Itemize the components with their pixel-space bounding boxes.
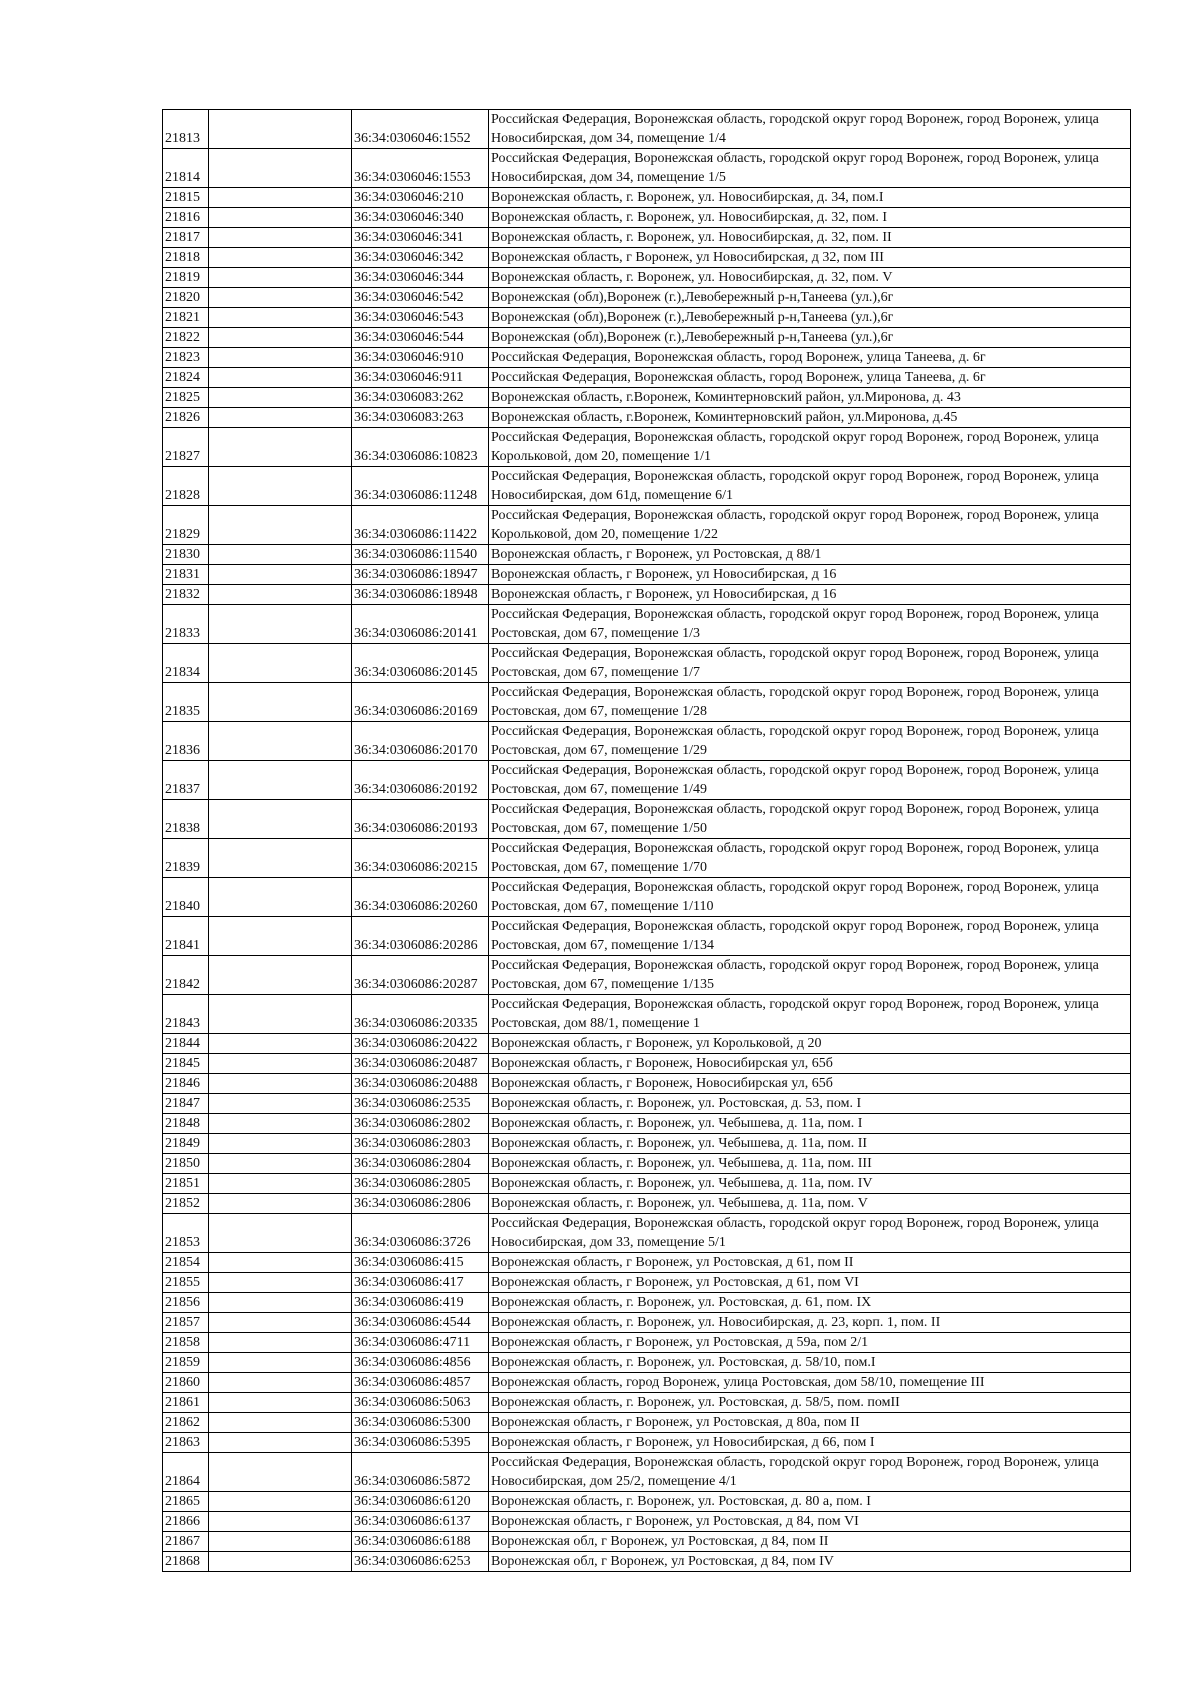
cadastral-number: 36:34:0306086:20193 — [352, 800, 489, 839]
empty-cell — [209, 208, 352, 228]
table-row — [163, 1114, 1131, 1134]
empty-cell — [209, 328, 352, 348]
address: Воронежская область, г. Воронеж, ул. Новосибирская, д. 34, пом.I — [489, 188, 1131, 208]
cadastral-number: 36:34:0306046:911 — [352, 368, 489, 388]
cadastral-number: 36:34:0306086:6137 — [352, 1512, 489, 1532]
empty-cell — [209, 308, 352, 328]
table-row — [163, 248, 1131, 268]
row-number: 21864 — [163, 1453, 209, 1492]
table-row — [163, 308, 1131, 328]
empty-cell — [209, 585, 352, 605]
empty-cell — [209, 1413, 352, 1433]
row-number: 21820 — [163, 288, 209, 308]
table-row — [163, 1253, 1131, 1273]
cadastral-number: 36:34:0306086:4711 — [352, 1333, 489, 1353]
cadastral-number: 36:34:0306086:2806 — [352, 1194, 489, 1214]
row-number: 21863 — [163, 1433, 209, 1453]
address: Российская Федерация, Воронежская область, городской округ город Воронеж, город Воронеж, улица Ростовская, дом 67, помещение 1/70 — [489, 839, 1131, 878]
cadastral-number: 36:34:0306086:6120 — [352, 1492, 489, 1512]
empty-cell — [209, 839, 352, 878]
address: Российская Федерация, Воронежская область, городской округ город Воронеж, город Воронеж, улица Новосибирская, дом 33, помещение 5/1 — [489, 1214, 1131, 1253]
empty-cell — [209, 565, 352, 585]
empty-cell — [209, 228, 352, 248]
row-number: 21839 — [163, 839, 209, 878]
empty-cell — [209, 917, 352, 956]
table-row — [163, 1492, 1131, 1512]
row-number: 21852 — [163, 1194, 209, 1214]
address: Воронежская (обл),Воронеж (г.),Левобережный р-н,Танеева (ул.),6г — [489, 308, 1131, 328]
address: Воронежская область, г Воронеж, ул Ростовская, д 61, пом VI — [489, 1273, 1131, 1293]
table-row — [163, 585, 1131, 605]
address: Российская Федерация, Воронежская область, городской округ город Воронеж, город Воронеж, улица Ростовская, дом 67, помещение 1/29 — [489, 722, 1131, 761]
address: Воронежская область, г. Воронеж, ул. Новосибирская, д. 32, пом. V — [489, 268, 1131, 288]
cadastral-number: 36:34:0306086:20335 — [352, 995, 489, 1034]
row-number: 21842 — [163, 956, 209, 995]
row-number: 21840 — [163, 878, 209, 917]
table-row — [163, 1134, 1131, 1154]
row-number: 21816 — [163, 208, 209, 228]
empty-cell — [209, 110, 352, 149]
address: Российская Федерация, Воронежская область, городской округ город Воронеж, город Воронеж, улица Ростовская, дом 67, помещение 1/110 — [489, 878, 1131, 917]
row-number: 21866 — [163, 1512, 209, 1532]
address: Российская Федерация, Воронежская область, городской округ город Воронеж, город Воронеж, улица Ростовская, дом 67, помещение 1/7 — [489, 644, 1131, 683]
row-number: 21814 — [163, 149, 209, 188]
cadastral-number: 36:34:0306086:20145 — [352, 644, 489, 683]
empty-cell — [209, 1333, 352, 1353]
empty-cell — [209, 1094, 352, 1114]
empty-cell — [209, 188, 352, 208]
table-row — [163, 428, 1131, 467]
address: Воронежская область, г. Воронеж, ул. Новосибирская, д. 32, пом. I — [489, 208, 1131, 228]
empty-cell — [209, 605, 352, 644]
table-row — [163, 467, 1131, 506]
address: Российская Федерация, Воронежская область, городской округ город Воронеж, город Воронеж, улица Ростовская, дом 67, помещение 1/50 — [489, 800, 1131, 839]
empty-cell — [209, 1214, 352, 1253]
table-row — [163, 328, 1131, 348]
empty-cell — [209, 248, 352, 268]
row-number: 21855 — [163, 1273, 209, 1293]
cadastral-number: 36:34:0306086:20488 — [352, 1074, 489, 1094]
cadastral-number: 36:34:0306086:18948 — [352, 585, 489, 605]
address: Российская Федерация, Воронежская область, городской округ город Воронеж, город Воронеж, улица Новосибирская, дом 25/2, помещение 4/1 — [489, 1453, 1131, 1492]
address: Российская Федерация, Воронежская область, городской округ город Воронеж, город Воронеж, улица Ростовская, дом 67, помещение 1/3 — [489, 605, 1131, 644]
cadastral-number: 36:34:0306046:544 — [352, 328, 489, 348]
cadastral-number: 36:34:0306086:417 — [352, 1273, 489, 1293]
address: Воронежская область, город Воронеж, улица Ростовская, дом 58/10, помещение III — [489, 1373, 1131, 1393]
row-number: 21859 — [163, 1353, 209, 1373]
address: Воронежская область, г. Воронеж, ул. Чебышева, д. 11а, пом. II — [489, 1134, 1131, 1154]
row-number: 21868 — [163, 1552, 209, 1572]
address: Воронежская обл, г Воронеж, ул Ростовская, д 84, пом IV — [489, 1552, 1131, 1572]
address: Воронежская область, г. Воронеж, ул. Ростовская, д. 80 а, пом. I — [489, 1492, 1131, 1512]
empty-cell — [209, 1552, 352, 1572]
table-row — [163, 1453, 1131, 1492]
cadastral-number: 36:34:0306086:11540 — [352, 545, 489, 565]
row-number: 21845 — [163, 1054, 209, 1074]
table-row — [163, 722, 1131, 761]
cadastral-number: 36:34:0306086:2535 — [352, 1094, 489, 1114]
cadastral-number: 36:34:0306086:5872 — [352, 1453, 489, 1492]
table-row — [163, 188, 1131, 208]
address: Российская Федерация, Воронежская область, городской округ город Воронеж, город Воронеж, улица Ростовская, дом 67, помещение 1/28 — [489, 683, 1131, 722]
row-number: 21829 — [163, 506, 209, 545]
cadastral-number: 36:34:0306086:2802 — [352, 1114, 489, 1134]
row-number: 21849 — [163, 1134, 209, 1154]
empty-cell — [209, 956, 352, 995]
cadastral-number: 36:34:0306086:2804 — [352, 1154, 489, 1174]
table-row — [163, 605, 1131, 644]
cadastral-number: 36:34:0306086:20215 — [352, 839, 489, 878]
cadastral-number: 36:34:0306086:4856 — [352, 1353, 489, 1373]
empty-cell — [209, 467, 352, 506]
empty-cell — [209, 1074, 352, 1094]
row-number: 21834 — [163, 644, 209, 683]
address: Воронежская область, г. Воронеж, ул. Ростовская, д. 61, пом. IX — [489, 1293, 1131, 1313]
empty-cell — [209, 408, 352, 428]
empty-cell — [209, 1154, 352, 1174]
cadastral-number: 36:34:0306046:910 — [352, 348, 489, 368]
table-row — [163, 1054, 1131, 1074]
empty-cell — [209, 268, 352, 288]
row-number: 21831 — [163, 565, 209, 585]
table-row — [163, 839, 1131, 878]
row-number: 21826 — [163, 408, 209, 428]
empty-cell — [209, 1313, 352, 1333]
table-row — [163, 644, 1131, 683]
address: Российская Федерация, Воронежская область, городской округ город Воронеж, город Воронеж, улица Ростовская, дом 67, помещение 1/134 — [489, 917, 1131, 956]
cadastral-number: 36:34:0306086:6188 — [352, 1532, 489, 1552]
address: Российская Федерация, Воронежская область, городской округ город Воронеж, город Воронеж, улица Новосибирская, дом 34, помещение 1/5 — [489, 149, 1131, 188]
table-row — [163, 1373, 1131, 1393]
address: Воронежская область, г Воронеж, Новосибирская ул, 65б — [489, 1074, 1131, 1094]
row-number: 21828 — [163, 467, 209, 506]
row-number: 21853 — [163, 1214, 209, 1253]
table-row — [163, 1552, 1131, 1572]
address: Воронежская область, г. Воронеж, ул. Ростовская, д. 58/5, пом. помII — [489, 1393, 1131, 1413]
row-number: 21851 — [163, 1174, 209, 1194]
empty-cell — [209, 545, 352, 565]
address: Воронежская область, г. Воронеж, ул. Новосибирская, д. 32, пом. II — [489, 228, 1131, 248]
table-row — [163, 149, 1131, 188]
cadastral-number: 36:34:0306046:210 — [352, 188, 489, 208]
cadastral-number: 36:34:0306046:340 — [352, 208, 489, 228]
row-number: 21862 — [163, 1413, 209, 1433]
cadastral-number: 36:34:0306086:419 — [352, 1293, 489, 1313]
empty-cell — [209, 1453, 352, 1492]
row-number: 21854 — [163, 1253, 209, 1273]
cadastral-number: 36:34:0306086:11422 — [352, 506, 489, 545]
cadastral-number: 36:34:0306086:5063 — [352, 1393, 489, 1413]
empty-cell — [209, 1034, 352, 1054]
address: Российская Федерация, Воронежская область, городской округ город Воронеж, город Воронеж, улица Ростовская, дом 88/1, помещение 1 — [489, 995, 1131, 1034]
table-row — [163, 1333, 1131, 1353]
empty-cell — [209, 878, 352, 917]
cadastral-number: 36:34:0306086:11248 — [352, 467, 489, 506]
cadastral-number: 36:34:0306086:20287 — [352, 956, 489, 995]
cadastral-number: 36:34:0306046:543 — [352, 308, 489, 328]
row-number: 21867 — [163, 1532, 209, 1552]
row-number: 21836 — [163, 722, 209, 761]
row-number: 21860 — [163, 1373, 209, 1393]
table-row — [163, 110, 1131, 149]
row-number: 21833 — [163, 605, 209, 644]
address: Российская Федерация, Воронежская область, город Воронеж, улица Танеева, д. 6г — [489, 348, 1131, 368]
cadastral-number: 36:34:0306086:20422 — [352, 1034, 489, 1054]
cadastral-number: 36:34:0306086:10823 — [352, 428, 489, 467]
table-row — [163, 1532, 1131, 1552]
address: Воронежская область, г.Воронеж, Коминтерновский район, ул.Миронова, д.45 — [489, 408, 1131, 428]
row-number: 21830 — [163, 545, 209, 565]
row-number: 21858 — [163, 1333, 209, 1353]
address: Российская Федерация, Воронежская область, городской округ город Воронеж, город Воронеж, улица Новосибирская, дом 34, помещение 1/4 — [489, 110, 1131, 149]
empty-cell — [209, 1253, 352, 1273]
table-row — [163, 683, 1131, 722]
cadastral-number: 36:34:0306086:4544 — [352, 1313, 489, 1333]
row-number: 21846 — [163, 1074, 209, 1094]
address: Воронежская область, г. Воронеж, ул. Чебышева, д. 11а, пом. III — [489, 1154, 1131, 1174]
empty-cell — [209, 1114, 352, 1134]
row-number: 21838 — [163, 800, 209, 839]
table-row — [163, 1353, 1131, 1373]
empty-cell — [209, 506, 352, 545]
table-row — [163, 1094, 1131, 1114]
table-row — [163, 228, 1131, 248]
address: Воронежская область, г Воронеж, ул Новосибирская, д 32, пом III — [489, 248, 1131, 268]
cadastral-number: 36:34:0306046:342 — [352, 248, 489, 268]
row-number: 21827 — [163, 428, 209, 467]
address: Воронежская (обл),Воронеж (г.),Левобережный р-н,Танеева (ул.),6г — [489, 288, 1131, 308]
address: Воронежская область, г Воронеж, ул Ростовская, д 84, пом VI — [489, 1512, 1131, 1532]
row-number: 21824 — [163, 368, 209, 388]
cadastral-number: 36:34:0306086:3726 — [352, 1214, 489, 1253]
row-number: 21841 — [163, 917, 209, 956]
empty-cell — [209, 149, 352, 188]
cadastral-number: 36:34:0306086:4857 — [352, 1373, 489, 1393]
row-number: 21822 — [163, 328, 209, 348]
cadastral-number: 36:34:0306086:2805 — [352, 1174, 489, 1194]
cadastral-number: 36:34:0306086:20141 — [352, 605, 489, 644]
address: Российская Федерация, Воронежская область, городской округ город Воронеж, город Воронеж, улица Ростовская, дом 67, помещение 1/49 — [489, 761, 1131, 800]
row-number: 21818 — [163, 248, 209, 268]
table-row — [163, 388, 1131, 408]
table-row — [163, 1214, 1131, 1253]
empty-cell — [209, 1532, 352, 1552]
table-row — [163, 956, 1131, 995]
address: Воронежская область, г. Воронеж, ул. Чебышева, д. 11а, пом. IV — [489, 1174, 1131, 1194]
row-number: 21835 — [163, 683, 209, 722]
empty-cell — [209, 1512, 352, 1532]
address: Воронежская область, г. Воронеж, ул. Ростовская, д. 58/10, пом.I — [489, 1353, 1131, 1373]
table-row — [163, 1194, 1131, 1214]
row-number: 21813 — [163, 110, 209, 149]
table-row — [163, 1074, 1131, 1094]
cadastral-number: 36:34:0306086:18947 — [352, 565, 489, 585]
cadastral-number: 36:34:0306046:542 — [352, 288, 489, 308]
empty-cell — [209, 388, 352, 408]
register-table-body — [163, 110, 1131, 1572]
table-row — [163, 800, 1131, 839]
empty-cell — [209, 683, 352, 722]
address: Воронежская область, г Воронеж, ул Новосибирская, д 66, пом I — [489, 1433, 1131, 1453]
table-row — [163, 268, 1131, 288]
cadastral-number: 36:34:0306086:20487 — [352, 1054, 489, 1074]
address: Воронежская область, г. Воронеж, ул. Ростовская, д. 53, пом. I — [489, 1094, 1131, 1114]
cadastral-number: 36:34:0306083:262 — [352, 388, 489, 408]
empty-cell — [209, 1373, 352, 1393]
table-row — [163, 1273, 1131, 1293]
empty-cell — [209, 1393, 352, 1413]
cadastral-number: 36:34:0306086:6253 — [352, 1552, 489, 1572]
row-number: 21825 — [163, 388, 209, 408]
address: Воронежская область, г Воронеж, ул Корольковой, д 20 — [489, 1034, 1131, 1054]
row-number: 21865 — [163, 1492, 209, 1512]
table-row — [163, 1413, 1131, 1433]
table-row — [163, 1154, 1131, 1174]
address: Воронежская область, г Воронеж, ул Ростовская, д 61, пом II — [489, 1253, 1131, 1273]
cadastral-number: 36:34:0306086:20192 — [352, 761, 489, 800]
address: Воронежская область, г Воронеж, Новосибирская ул, 65б — [489, 1054, 1131, 1074]
cadastral-number: 36:34:0306086:5395 — [352, 1433, 489, 1453]
address: Воронежская область, г. Воронеж, ул. Чебышева, д. 11а, пом. I — [489, 1114, 1131, 1134]
address: Воронежская область, г Воронеж, ул Ростовская, д 80а, пом II — [489, 1413, 1131, 1433]
table-row — [163, 1512, 1131, 1532]
empty-cell — [209, 428, 352, 467]
cadastral-number: 36:34:0306086:20286 — [352, 917, 489, 956]
address: Воронежская область, г Воронеж, ул Ростовская, д 59а, пом 2/1 — [489, 1333, 1131, 1353]
address: Российская Федерация, Воронежская область, городской округ город Воронеж, город Воронеж, улица Ростовская, дом 67, помещение 1/135 — [489, 956, 1131, 995]
empty-cell — [209, 761, 352, 800]
cadastral-number: 36:34:0306086:415 — [352, 1253, 489, 1273]
table-row — [163, 348, 1131, 368]
empty-cell — [209, 722, 352, 761]
address: Российская Федерация, Воронежская область, городской округ город Воронеж, город Воронеж, улица Корольковой, дом 20, помещение 1/22 — [489, 506, 1131, 545]
empty-cell — [209, 1054, 352, 1074]
table-row — [163, 506, 1131, 545]
address: Воронежская (обл),Воронеж (г.),Левобережный р-н,Танеева (ул.),6г — [489, 328, 1131, 348]
empty-cell — [209, 800, 352, 839]
row-number: 21850 — [163, 1154, 209, 1174]
row-number: 21844 — [163, 1034, 209, 1054]
cadastral-number: 36:34:0306046:341 — [352, 228, 489, 248]
empty-cell — [209, 1293, 352, 1313]
row-number: 21847 — [163, 1094, 209, 1114]
table-row — [163, 288, 1131, 308]
table-row — [163, 545, 1131, 565]
empty-cell — [209, 995, 352, 1034]
empty-cell — [209, 1174, 352, 1194]
table-row — [163, 917, 1131, 956]
empty-cell — [209, 288, 352, 308]
cadastral-number: 36:34:0306086:20169 — [352, 683, 489, 722]
address: Воронежская обл, г Воронеж, ул Ростовская, д 84, пом II — [489, 1532, 1131, 1552]
address: Воронежская область, г. Воронеж, ул. Новосибирская, д. 23, корп. 1, пом. II — [489, 1313, 1131, 1333]
cadastral-number: 36:34:0306086:20260 — [352, 878, 489, 917]
address: Воронежская область, г Воронеж, ул Ростовская, д 88/1 — [489, 545, 1131, 565]
row-number: 21832 — [163, 585, 209, 605]
row-number: 21861 — [163, 1393, 209, 1413]
table-row — [163, 1293, 1131, 1313]
cadastral-number: 36:34:0306086:5300 — [352, 1413, 489, 1433]
row-number: 21857 — [163, 1313, 209, 1333]
table-row — [163, 1433, 1131, 1453]
table-row — [163, 408, 1131, 428]
row-number: 21821 — [163, 308, 209, 328]
cadastral-number: 36:34:0306046:344 — [352, 268, 489, 288]
table-row — [163, 565, 1131, 585]
cadastral-number: 36:34:0306086:2803 — [352, 1134, 489, 1154]
empty-cell — [209, 644, 352, 683]
table-row — [163, 995, 1131, 1034]
row-number: 21823 — [163, 348, 209, 368]
address: Российская Федерация, Воронежская область, городской округ город Воронеж, город Воронеж, улица Корольковой, дом 20, помещение 1/1 — [489, 428, 1131, 467]
empty-cell — [209, 1273, 352, 1293]
table-row — [163, 761, 1131, 800]
row-number: 21843 — [163, 995, 209, 1034]
row-number: 21848 — [163, 1114, 209, 1134]
address: Воронежская область, г Воронеж, ул Новосибирская, д 16 — [489, 565, 1131, 585]
cadastral-number: 36:34:0306086:20170 — [352, 722, 489, 761]
row-number: 21819 — [163, 268, 209, 288]
empty-cell — [209, 1134, 352, 1154]
address: Воронежская область, г.Воронеж, Коминтерновский район, ул.Миронова, д. 43 — [489, 388, 1131, 408]
address: Российская Федерация, Воронежская область, город Воронеж, улица Танеева, д. 6г — [489, 368, 1131, 388]
row-number: 21837 — [163, 761, 209, 800]
empty-cell — [209, 368, 352, 388]
empty-cell — [209, 1194, 352, 1214]
empty-cell — [209, 348, 352, 368]
cadastral-number: 36:34:0306083:263 — [352, 408, 489, 428]
table-row — [163, 1393, 1131, 1413]
cadastral-number: 36:34:0306046:1552 — [352, 110, 489, 149]
empty-cell — [209, 1433, 352, 1453]
address: Российская Федерация, Воронежская область, городской округ город Воронеж, город Воронеж, улица Новосибирская, дом 61д, помещение 6/1 — [489, 467, 1131, 506]
table-row — [163, 1034, 1131, 1054]
cadastral-number: 36:34:0306046:1553 — [352, 149, 489, 188]
register-table — [162, 109, 1131, 1572]
table-row — [163, 208, 1131, 228]
table-row — [163, 368, 1131, 388]
address: Воронежская область, г Воронеж, ул Новосибирская, д 16 — [489, 585, 1131, 605]
table-row — [163, 878, 1131, 917]
row-number: 21815 — [163, 188, 209, 208]
table-row — [163, 1174, 1131, 1194]
empty-cell — [209, 1492, 352, 1512]
empty-cell — [209, 1353, 352, 1373]
table-row — [163, 1313, 1131, 1333]
address: Воронежская область, г. Воронеж, ул. Чебышева, д. 11а, пом. V — [489, 1194, 1131, 1214]
row-number: 21856 — [163, 1293, 209, 1313]
row-number: 21817 — [163, 228, 209, 248]
